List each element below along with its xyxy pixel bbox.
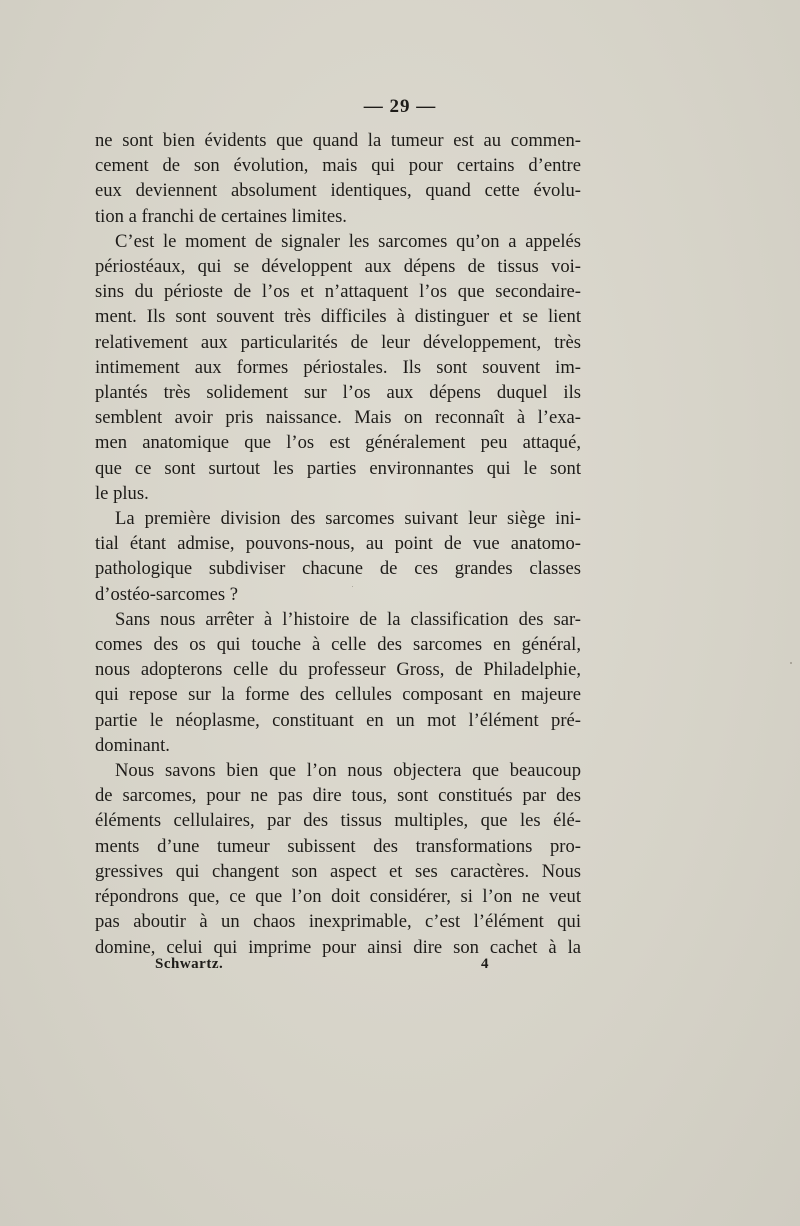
paper-speck	[352, 586, 353, 587]
text-line: ment. Ils sont souvent très difficiles à distinguer et se lient	[95, 306, 581, 328]
text-line: que ce sont surtout les parties environnantes qui le sont	[95, 457, 581, 479]
text-line: sins du périoste de l’os et n’attaquent l’os que secondaire-	[95, 281, 581, 303]
page-number: — 29 —	[363, 96, 437, 117]
text-line: intimement aux formes périostales. Ils sont souvent im-	[95, 356, 581, 378]
text-line: C’est le moment de signaler les sarcomes qu’on a appelés	[115, 230, 581, 252]
text-line: tion a franchi de certaines limites.	[95, 205, 347, 227]
text-line: cement de son évolution, mais qui pour certains d’entre	[95, 155, 581, 177]
text-line: Sans nous arrêter à l’histoire de la classification des sar-	[115, 608, 581, 630]
body-text	[95, 128, 581, 960]
text-line: gressives qui changent son aspect et ses caractères. Nous	[95, 860, 581, 882]
text-line: d’ostéo-sarcomes ?	[95, 583, 239, 605]
text-line: répondrons que, ce que l’on doit considérer, si l’on ne veut	[95, 886, 581, 908]
text-line: comes des os qui touche à celle des sarcomes en général,	[95, 634, 581, 656]
text-line: eux deviennent absolument identiques, quand cette évolu-	[95, 180, 581, 202]
text-line: men anatomique que l’os est généralement peu attaqué,	[95, 432, 581, 454]
text-line: ments d’une tumeur subissent des transformations pro-	[95, 835, 581, 857]
text-line: dominant.	[95, 734, 170, 756]
text-line: pas aboutir à un chaos inexprimable, c’est l’élément qui	[95, 911, 581, 933]
text-line: plantés très solidement sur l’os aux dépens duquel ils	[95, 382, 581, 404]
text-line: de sarcomes, pour ne pas dire tous, sont constitués par des	[95, 785, 581, 807]
text-line: qui repose sur la forme des cellules composant en majeure	[95, 684, 581, 706]
text-line: ne sont bien évidents que quand la tumeur est au commen-	[95, 130, 581, 151]
sheet-number: 4	[481, 956, 489, 972]
signature-mark: Schwartz.	[155, 956, 224, 972]
text-line: partie le néoplasme, constituant en un mot l’élément pré-	[95, 709, 581, 731]
text-line: pathologique subdiviser chacune de ces grandes classes	[95, 558, 581, 580]
text-line: nous adopterons celle du professeur Gross, de Philadelphie,	[95, 659, 581, 681]
text-line: éléments cellulaires, par des tissus multiples, que les élé-	[95, 810, 581, 832]
text-line: domine, celui qui imprime pour ainsi dire son cachet à la	[95, 936, 581, 958]
paper-speck	[790, 662, 792, 664]
text-line: le plus.	[95, 482, 149, 504]
text-line: La première division des sarcomes suivant leur siège ini-	[115, 508, 581, 530]
text-line: périostéaux, qui se développent aux dépens de tissus voi-	[95, 256, 581, 278]
text-line: Nous savons bien que l’on nous objectera que beaucoup	[115, 760, 581, 782]
text-line: semblent avoir pris naissance. Mais on reconnaît à l’exa-	[95, 407, 581, 429]
text-line: relativement aux particularités de leur développement, très	[95, 331, 581, 353]
text-line: tial étant admise, pouvons-nous, au point de vue anatomo-	[95, 533, 581, 555]
